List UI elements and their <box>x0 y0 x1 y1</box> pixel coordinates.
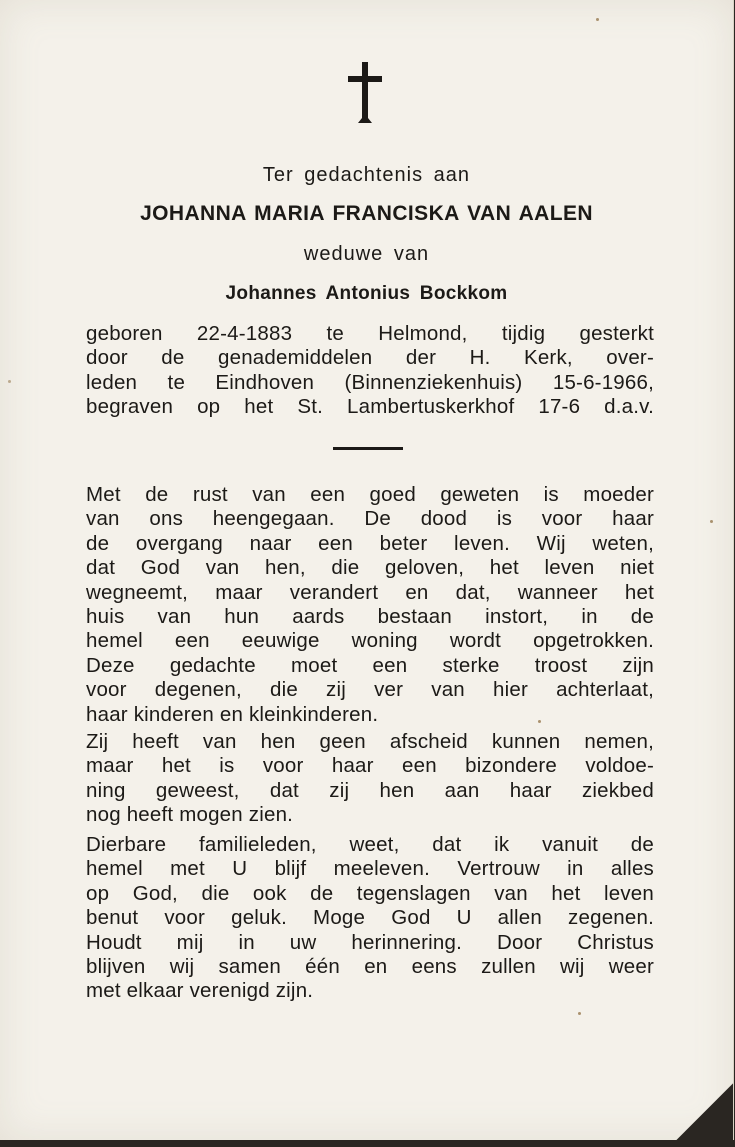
paper-speck <box>538 720 541 723</box>
text-line: hemel een eeuwige woning wordt opgetrokken. <box>86 629 654 653</box>
deceased-name: JOHANNA MARIA FRANCISKA VAN AALEN <box>140 202 593 225</box>
body-paragraph-1 <box>86 483 654 727</box>
text-line: Met de rust van een goed geweten is moeder <box>86 483 654 506</box>
text-line: blijven wij samen één en eens zullen wij weer <box>86 954 654 978</box>
text-line: Deze gedachte moet een sterke troost zijn <box>86 653 654 677</box>
text-line: van ons heengegaan. De dood is voor haar <box>86 507 654 531</box>
text-line: huis van hun aards bestaan instort, in de <box>86 604 654 628</box>
text-line: Zij heeft van hen geen afscheid kunnen nemen, <box>86 730 654 753</box>
text-line: Dierbare familieleden, weet, dat ik vanuit de <box>86 833 654 856</box>
paper-speck <box>596 18 599 21</box>
life-line: begraven op het St. Lambertuskerkhof 17-6 d.a.v. <box>86 395 654 419</box>
paper-speck <box>578 1012 581 1015</box>
torn-corner <box>676 1083 734 1140</box>
text-line: wegneemt, maar verandert en dat, wanneer het <box>86 580 654 604</box>
relation-label: weduwe van <box>303 243 430 265</box>
divider <box>333 447 403 450</box>
text-line: Houdt mij in uw herinnering. Door Christus <box>86 930 654 954</box>
text-line: op God, die ook de tegenslagen van het leven <box>86 881 654 905</box>
paper-speck <box>710 520 713 523</box>
text-line: benut voor geluk. Moge God U allen zegenen. <box>86 906 654 930</box>
life-details <box>86 322 654 420</box>
text-line: de overgang naar een beter leven. Wij weten, <box>86 531 654 555</box>
text-line: maar het is voor haar een bizondere voldoe- <box>86 754 654 778</box>
text-line: voor degenen, die zij ver van hier achterlaat, <box>86 678 654 702</box>
paper-speck <box>8 380 11 383</box>
text-line: haar kinderen en kleinkinderen. <box>86 702 379 726</box>
life-line: door de genademiddelen der H. Kerk, over- <box>86 346 654 370</box>
text-line: met elkaar verenigd zijn. <box>86 979 314 1003</box>
memorial-heading: Ter gedachtenis aan <box>262 164 471 186</box>
life-line: geboren 22-4-1883 te Helmond, tijdig gesterkt <box>86 322 654 345</box>
body-paragraph-3 <box>86 833 654 1004</box>
text-line: nog heeft mogen zien. <box>86 803 294 827</box>
body-paragraph-2 <box>86 730 654 828</box>
text-line: ning geweest, dat zij hen aan haar ziekbed <box>86 778 654 802</box>
cross-icon <box>346 62 384 124</box>
husband-name: Johannes Antonius Bockkom <box>225 283 508 304</box>
text-line: hemel met U blijf meeleven. Vertrouw in alles <box>86 857 654 881</box>
life-line: leden te Eindhoven (Binnenziekenhuis) 15-6-1966, <box>86 370 654 394</box>
text-line: dat God van hen, die geloven, het leven niet <box>86 556 654 580</box>
